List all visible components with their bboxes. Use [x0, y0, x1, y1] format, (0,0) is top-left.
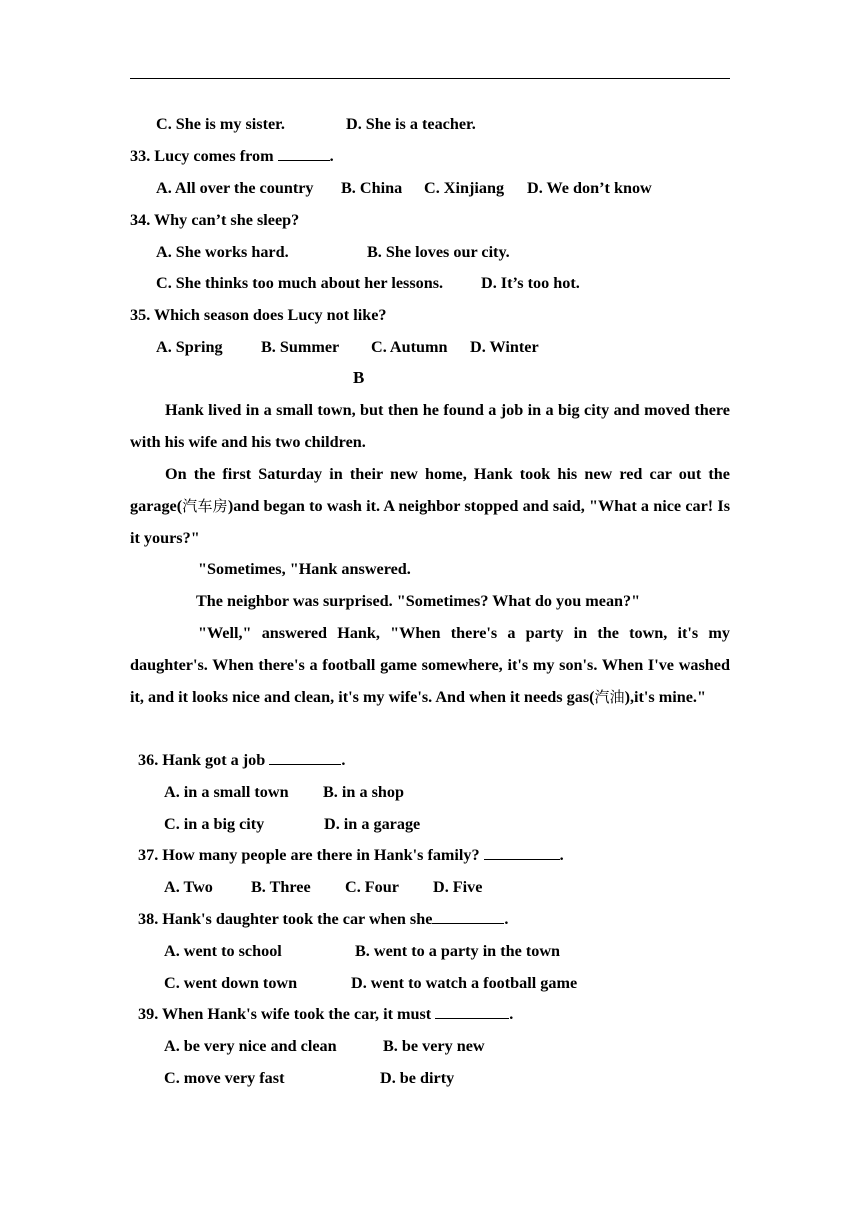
answer-blank [435, 1004, 509, 1019]
passage-paragraph-2 [130, 458, 730, 554]
passage-paragraph-1: Hank lived in a small town, but then he found a job in a big city and moved there with his wife and his two children. [130, 401, 730, 451]
q37-stem-end: . [559, 846, 564, 864]
q36-stem-text: 36. Hank got a job [138, 751, 266, 769]
q33-option-d: D. We don’t know [527, 179, 652, 197]
q39-stem-text: 39. When Hank's wife took the car, it must [138, 1005, 432, 1023]
header-rule [130, 78, 730, 79]
q37-option-c: C. Four [345, 878, 399, 896]
q35-option-b: B. Summer [261, 338, 340, 356]
q37-option-d: D. Five [433, 878, 483, 896]
q38-stem-end: . [504, 910, 509, 928]
q35-option-d: D. Winter [470, 338, 539, 356]
passage-dialogue-3-part-2: ),it's mine." [624, 688, 706, 706]
q38-option-d: D. went to watch a football game [351, 974, 578, 992]
passage-dialogue-1: "Sometimes, "Hank answered. [198, 560, 411, 578]
passage-dialogue-3-part-1: "Well," answered Hank, "When there's a party in the town, it's my daughter's. When there's a football game somewhere, it's my son's. When I've washed it, and it looks nice and clean, it's my wife's. And when it needs gas( [130, 624, 730, 706]
q33-stem-text: 33. Lucy comes from [130, 147, 274, 165]
q38-stem [138, 909, 508, 929]
q33-option-c: C. Xinjiang [424, 179, 505, 197]
q39-option-d: D. be dirty [380, 1069, 455, 1087]
q36-option-c: C. in a big city [164, 815, 265, 833]
q35-stem: 35. Which season does Lucy not like? [130, 306, 387, 324]
q37-option-b: B. Three [251, 878, 311, 896]
q36-stem-end: . [341, 751, 346, 769]
q39-option-c: C. move very fast [164, 1069, 285, 1087]
q39-stem [138, 1004, 513, 1024]
q34-stem: 34. Why can’t she sleep? [130, 211, 300, 229]
answer-blank [278, 146, 330, 161]
q37-stem [138, 845, 564, 865]
q39-option-a: A. be very nice and clean [164, 1037, 337, 1055]
passage-paragraph-2-part-2: )and began to wash it. A neighbor stopped and said, "What a nice car! Is it yours?" [130, 497, 730, 547]
q37-stem-text: 37. How many people are there in Hank's family? [138, 846, 480, 864]
chinese-gloss: 汽车房 [182, 497, 228, 515]
q35-option-c: C. Autumn [371, 338, 448, 356]
q34-option-d: D. It’s too hot. [481, 274, 580, 292]
q32-option-d: D. She is a teacher. [346, 115, 476, 133]
passage-paragraph-2-part-1: On the first Saturday in their new home, Hank took his new red car out the garage( [130, 465, 730, 515]
q34-option-a: A. She works hard. [156, 243, 289, 261]
q36-option-a: A. in a small town [164, 783, 289, 801]
q39-option-b: B. be very new [383, 1037, 485, 1055]
q32-option-c: C. She is my sister. [156, 115, 285, 133]
q38-option-a: A. went to school [164, 942, 282, 960]
q36-stem [138, 750, 345, 770]
passage-dialogue-3 [130, 617, 730, 713]
q34-option-b: B. She loves our city. [367, 243, 510, 261]
section-heading: B [353, 368, 365, 387]
q33-stem-end: . [329, 147, 334, 165]
passage-dialogue-2: The neighbor was surprised. "Sometimes? What do you mean?" [196, 592, 641, 610]
q33-stem [130, 146, 334, 166]
q36-option-b: B. in a shop [323, 783, 404, 801]
q38-option-c: C. went down town [164, 974, 298, 992]
answer-blank [484, 845, 560, 860]
q33-option-a: A. All over the country [156, 179, 314, 197]
answer-blank [432, 909, 504, 924]
q37-option-a: A. Two [164, 878, 213, 896]
q38-option-b: B. went to a party in the town [355, 942, 561, 960]
q38-stem-text: 38. Hank's daughter took the car when she [138, 910, 433, 928]
answer-blank [269, 750, 341, 765]
q35-option-a: A. Spring [156, 338, 223, 356]
q34-option-c: C. She thinks too much about her lessons. [156, 274, 444, 292]
q39-stem-end: . [509, 1005, 514, 1023]
q33-option-b: B. China [341, 179, 403, 197]
chinese-gloss: 汽油 [594, 688, 625, 706]
q36-option-d: D. in a garage [324, 815, 421, 833]
